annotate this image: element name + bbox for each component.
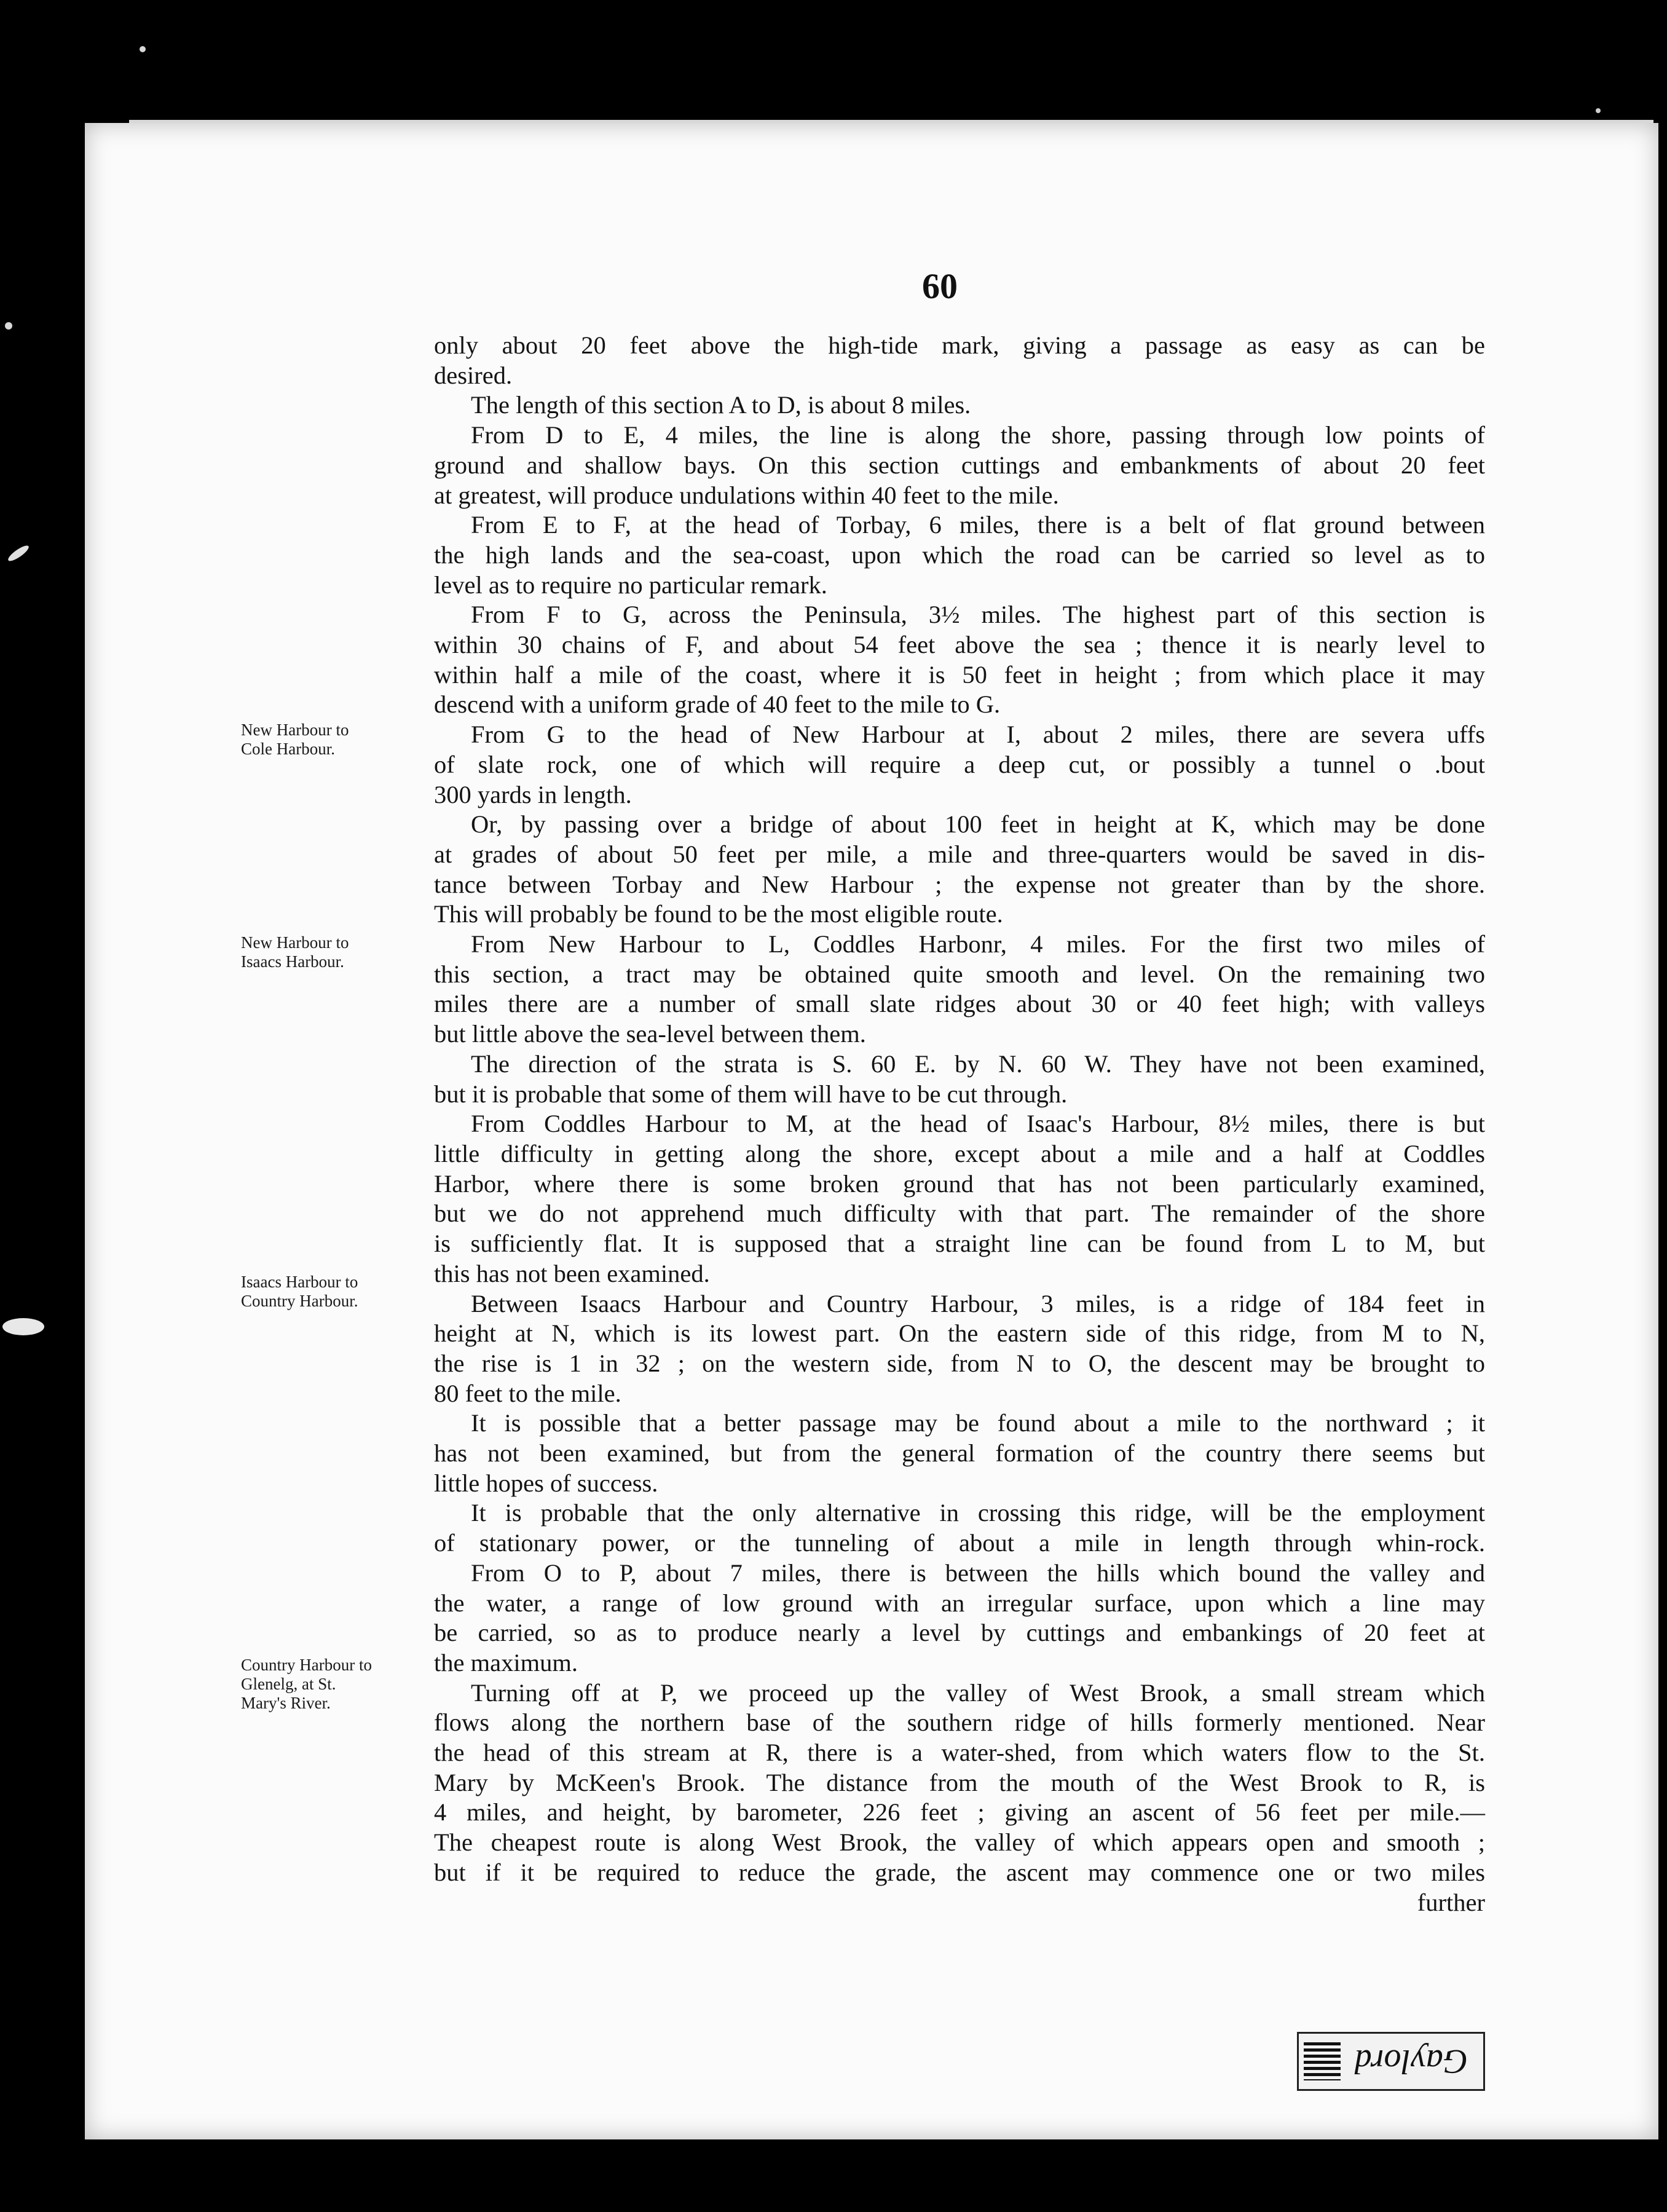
body-line: From New Harbour to L, Coddles Harbonr, 4 miles. For the first two miles of xyxy=(471,930,1485,958)
body-line: 300 yards in length. xyxy=(434,780,632,808)
body-line: but it is probable that some of them will have to be cut through. xyxy=(434,1080,1068,1108)
body-line: desired. xyxy=(434,361,513,389)
speck xyxy=(140,46,146,52)
body-line: height at N, which is its lowest part. On the eastern side of this ridge, from M to N, xyxy=(434,1319,1485,1348)
body-line: this section, a tract may be obtained quite smooth and level. On the remaining two xyxy=(434,960,1485,988)
body-line: within half a mile of the coast, where it is 50 feet in height ; from which place it may xyxy=(434,660,1485,689)
margin-note-line: Isaacs Harbour to xyxy=(241,1273,358,1291)
body-line: tance between Torbay and New Harbour ; the expense not greater than by the shore. xyxy=(434,870,1485,898)
page-number: 60 xyxy=(922,266,958,306)
margin-note-line: New Harbour to xyxy=(241,933,349,952)
body-line: Or, by passing over a bridge of about 100 feet in height at K, which may be done xyxy=(471,810,1485,839)
body-line: This will probably be found to be the most eligible route. xyxy=(434,900,1003,928)
body-line: From Coddles Harbour to M, at the head of Isaac's Harbour, 8½ miles, there is but xyxy=(471,1110,1485,1138)
body-line: It is possible that a better passage may be found about a mile to the northward ; it xyxy=(471,1409,1485,1437)
margin-note-line: New Harbour to xyxy=(241,721,349,739)
body-line: but if it be required to reduce the grade, the ascent may commence one or two miles xyxy=(434,1858,1485,1886)
speck xyxy=(1596,108,1601,113)
body-line: 4 miles, and height, by barometer, 226 feet ; giving an ascent of 56 feet per mile.— xyxy=(434,1798,1485,1827)
body-line: little difficulty in getting along the shore, except about a mile and a half at Coddles xyxy=(434,1139,1485,1167)
margin-note-line: Country Harbour to xyxy=(241,1656,372,1674)
body-line: further xyxy=(1417,1888,1485,1916)
body-line: The length of this section A to D, is about 8 miles. xyxy=(471,391,971,419)
body-line: little hopes of success. xyxy=(434,1469,658,1497)
body-line: but little above the sea-level between them. xyxy=(434,1020,866,1048)
body-line: at grades of about 50 feet per mile, a mile and three-quarters would be saved in dis- xyxy=(434,840,1485,868)
body-line: the maximum. xyxy=(434,1648,578,1677)
body-line: From G to the head of New Harbour at I, about 2 miles, there are severa uffs xyxy=(471,721,1485,749)
body-line: descend with a uniform grade of 40 feet to the mile to G. xyxy=(434,690,1001,719)
body-line: ground and shallow bays. On this section cuttings and embankments of about 20 feet xyxy=(434,451,1485,479)
body-line: the head of this stream at R, there is a water-shed, from which waters flow to the St. xyxy=(434,1739,1485,1767)
body-line: the water, a range of low ground with an irregular surface, upon which a line may xyxy=(434,1589,1485,1617)
body-line: The cheapest route is along West Brook, the valley of which appears open and smooth ; xyxy=(434,1828,1485,1857)
body-line: miles there are a number of small slate ridges about 30 or 40 feet high; with valleys xyxy=(434,990,1485,1018)
body-line: of stationary power, or the tunneling of about a mile in length through whin-rock. xyxy=(434,1529,1485,1557)
body-line: The direction of the strata is S. 60 E. by N. 60 W. They have not been examined, xyxy=(471,1049,1485,1078)
body-line: of slate rock, one of which will require a deep cut, or possibly a tunnel o .bout xyxy=(434,750,1485,778)
body-line: Between Isaacs Harbour and Country Harbour, 3 miles, is a ridge of 184 feet in xyxy=(471,1289,1485,1317)
body-line: From F to G, across the Peninsula, 3½ miles. The highest part of this section is xyxy=(471,601,1485,629)
body-line: 80 feet to the mile. xyxy=(434,1379,621,1407)
body-line: Mary by McKeen's Brook. The distance from the mouth of the West Brook to R, is xyxy=(434,1768,1485,1796)
body-line: From E to F, at the head of Torbay, 6 miles, there is a belt of flat ground between xyxy=(471,511,1485,539)
stamp-logo-text: Gaylord xyxy=(1354,2042,1468,2080)
body-line: It is probable that the only alternative in crossing this ridge, will be the employment xyxy=(471,1499,1485,1527)
body-line: From O to P, about 7 miles, there is between the hills which bound the valley and xyxy=(471,1558,1485,1587)
body-line: Harbor, where there is some broken ground that has not been particularly examined, xyxy=(434,1169,1485,1198)
body-line: has not been examined, but from the general formation of the country there seems but xyxy=(434,1439,1485,1467)
body-line: is sufficiently flat. It is supposed that a straight line can be found from L to M, but xyxy=(434,1230,1485,1258)
body-line: flows along the northern base of the southern ridge of hills formerly mentioned. Near xyxy=(434,1708,1485,1737)
body-line: Turning off at P, we proceed up the valley of West Brook, a small stream which xyxy=(471,1678,1485,1707)
margin-note-line: Cole Harbour. xyxy=(241,740,335,758)
body-line: level as to require no particular remark. xyxy=(434,571,827,599)
body-line: the rise is 1 in 32 ; on the western side, from N to O, the descent may be brought to xyxy=(434,1349,1485,1377)
speck xyxy=(5,322,12,330)
body-line: only about 20 feet above the high-tide mark, giving a passage as easy as can be xyxy=(434,331,1485,359)
margin-note-line: Country Harbour. xyxy=(241,1292,358,1310)
body-line: be carried, so as to produce nearly a level by cuttings and embankings of 20 feet at xyxy=(434,1619,1485,1647)
margin-note-line: Mary's River. xyxy=(241,1694,331,1712)
margin-note-line: Isaacs Harbour. xyxy=(241,952,344,971)
body-line: at greatest, will produce undulations within 40 feet to the mile. xyxy=(434,481,1059,509)
body-line: within 30 chains of F, and about 54 feet above the sea ; thence it is nearly level to xyxy=(434,631,1485,659)
body-line: but we do not apprehend much difficulty with that part. The remainder of the shore xyxy=(434,1199,1485,1228)
speck xyxy=(2,1318,44,1335)
margin-note-line: Glenelg, at St. xyxy=(241,1675,336,1693)
body-line: this has not been examined. xyxy=(434,1259,710,1287)
speck xyxy=(6,543,31,564)
body-line: From D to E, 4 miles, the line is along the shore, passing through low points of xyxy=(471,421,1485,449)
body-line: the high lands and the sea-coast, upon which the road can be carried so level as to xyxy=(434,540,1485,569)
